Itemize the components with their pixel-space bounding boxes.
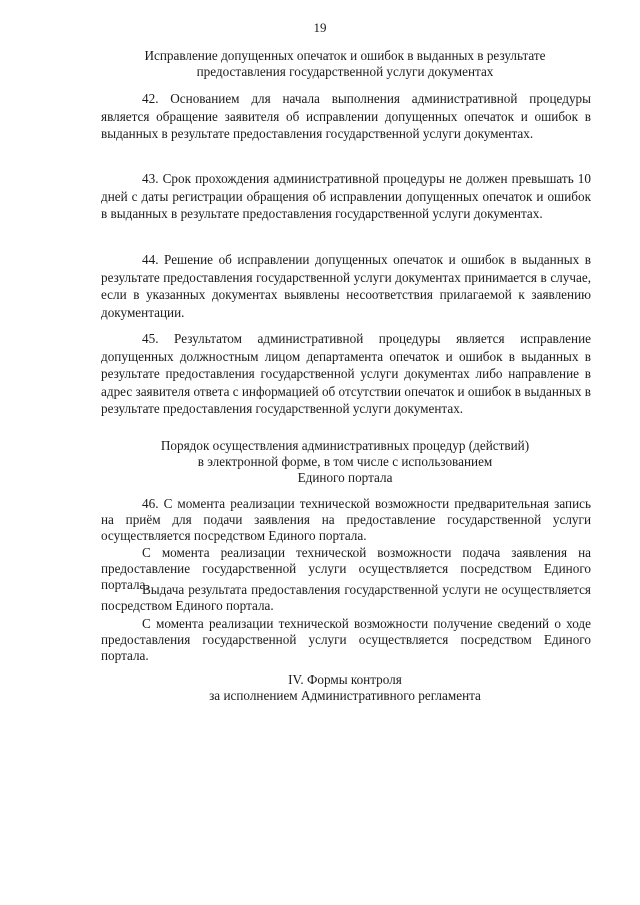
paragraph-46-4: С момента реализации технической возможности получение сведений о ходе предоставления государственной услуги осуществляется посредством Единого портала. bbox=[101, 616, 591, 663]
paragraph-46-2: С момента реализации технической возможности подача заявления на предоставление государственной услуги осуществляется посредством Единого портала. bbox=[101, 545, 591, 592]
heading-electronic-line1: Порядок осуществления административных процедур (действий) bbox=[160, 438, 530, 453]
paragraph-42: 42. Основанием для начала выполнения административной процедуры является обращение заявителя об исправлении допущенных опечаток и ошибок в выданных в результате предоставления государственной услуги документах. bbox=[101, 91, 591, 141]
paragraph-46-3: Выдача результата предоставления государственной услуги не осуществляется посредством Единого портала. bbox=[101, 582, 591, 613]
heading-corrections-line1: Исправление допущенных опечаток и ошибок в выданных в результате bbox=[144, 48, 546, 63]
paragraph-46-1: 46. С момента реализации технической возможности предварительная запись на приём для подачи заявления на предоставление государственной услуги осуществляется посредством Единого портала. bbox=[101, 496, 591, 543]
heading-electronic bbox=[100, 438, 590, 486]
paragraph-45: 45. Результатом административной процедуры является исправление допущенных должностным лицом департамента опечаток и ошибок в выданных в результате предоставления государственной услуги документах либо направление в адрес заявителя ответа с информацией об отсутствии опечаток и ошибок в выданных в результате предоставления государственной услуги документах. bbox=[101, 331, 591, 416]
heading-electronic-line3: Единого портала bbox=[297, 470, 393, 485]
paragraph-44: 44. Решение об исправлении допущенных опечаток и ошибок в выданных в результате предоставления государственной услуги документах принимается в случае, если в указанных документах выявлены несоответствия прилагаемой к заявлению документации. bbox=[101, 252, 591, 320]
heading-section-4-line1: IV. Формы контроля bbox=[288, 672, 402, 687]
heading-corrections-line2: предоставления государственной услуги документах bbox=[196, 64, 494, 79]
heading-electronic-line2: в электронной форме, в том числе с использованием bbox=[197, 454, 493, 469]
heading-section-4-line2: за исполнением Административного регламента bbox=[209, 688, 481, 703]
heading-section-4 bbox=[100, 672, 590, 704]
heading-corrections bbox=[100, 48, 590, 80]
paragraph-43: 43. Срок прохождения административной процедуры не должен превышать 10 дней с даты регистрации обращения об исправлении допущенных опечаток и ошибок в выданных в результате предоставления государственной услуги документах. bbox=[101, 171, 591, 221]
page-number: 19 bbox=[313, 20, 327, 35]
